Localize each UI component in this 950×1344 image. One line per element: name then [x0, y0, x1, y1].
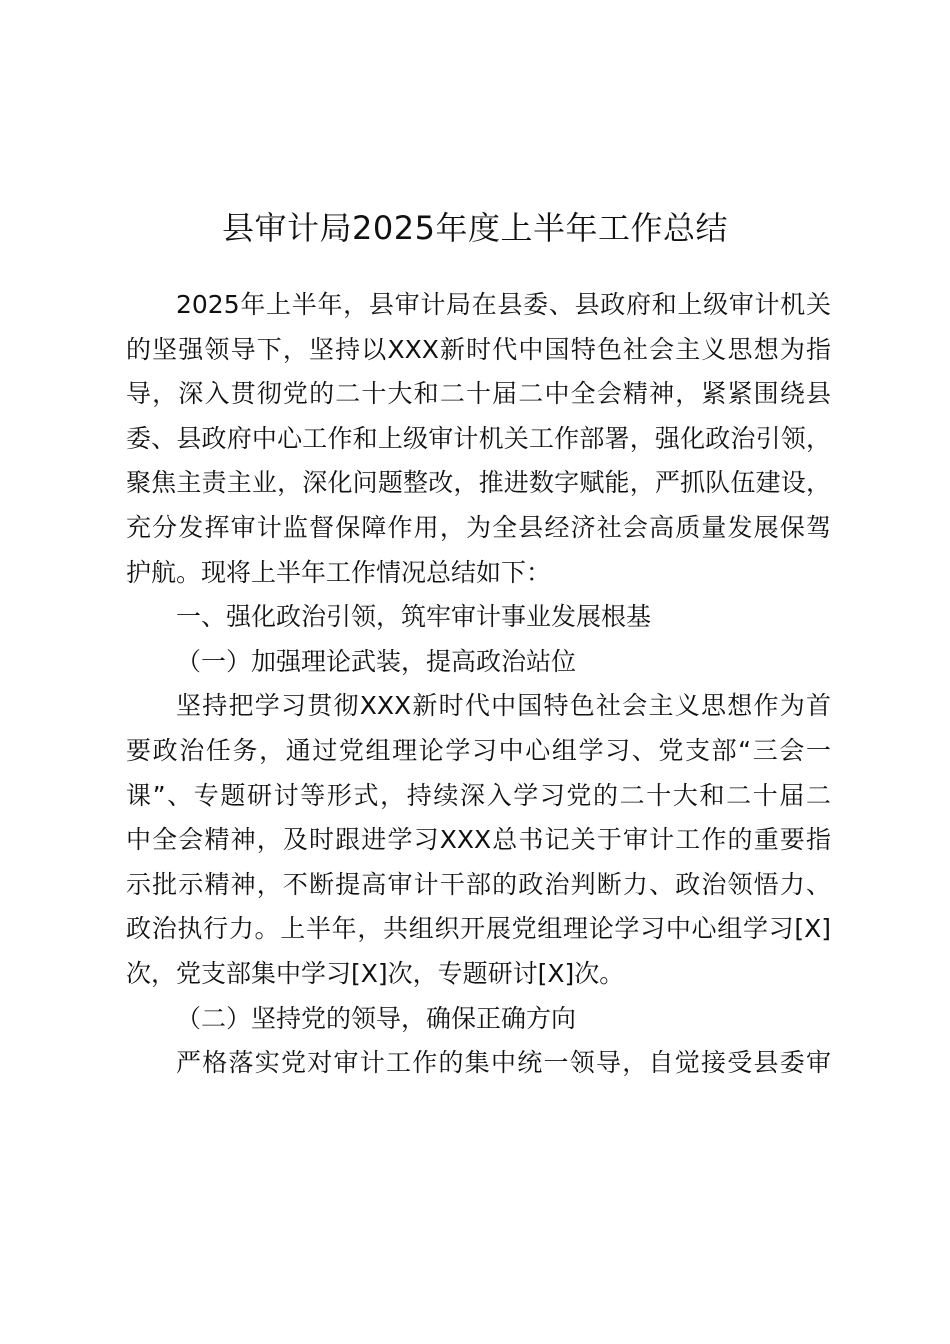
section-heading: 一、强化政治引领，筑牢审计事业发展根基 [176, 602, 652, 632]
body-line: 护航。现将上半年工作情况总结如下： [126, 557, 552, 587]
body-line: 政治执行力。上半年，共组织开展党组理论学习中心组学习[X] [126, 914, 831, 944]
body-line: 充分发挥审计监督保障作用，为全县经济社会高质量发展保驾 [126, 512, 831, 542]
document-body [126, 283, 831, 1086]
body-line: 严格落实党对审计工作的集中统一领导，自觉接受县委审 [176, 1048, 831, 1078]
body-line: 委、县政府中心工作和上级审计机关工作部署，强化政治引领， [126, 423, 831, 453]
subsection-heading: （一）加强理论武装，提高政治站位 [176, 646, 577, 676]
body-line: 聚焦主责主业，深化问题整改，推进数字赋能，严抓队伍建设， [126, 468, 831, 498]
document-title: 县审计局2025年度上半年工作总结 [222, 209, 728, 248]
body-line: 课”、专题研讨等形式，持续深入学习党的二十大和二十届二 [126, 780, 831, 810]
body-line: 中全会精神，及时跟进学习XXX总书记关于审计工作的重要指 [126, 825, 831, 855]
body-line: 要政治任务，通过党组理论学习中心组学习、党支部“三会一 [126, 735, 831, 765]
body-line: 的坚强领导下，坚持以XXX新时代中国特色社会主义思想为指 [126, 334, 831, 364]
body-line: 2025年上半年，县审计局在县委、县政府和上级审计机关 [176, 290, 831, 319]
body-line: 示批示精神，不断提高审计干部的政治判断力、政治领悟力、 [126, 869, 831, 899]
body-line: 坚持把学习贯彻XXX新时代中国特色社会主义思想作为首 [176, 691, 831, 721]
body-line: 导，深入贯彻党的二十大和二十届二中全会精神，紧紧围绕县 [126, 379, 831, 409]
subsection-heading: （二）坚持党的领导，确保正确方向 [176, 1003, 577, 1033]
body-line: 次，党支部集中学习[X]次，专题研讨[X]次。 [126, 958, 625, 988]
